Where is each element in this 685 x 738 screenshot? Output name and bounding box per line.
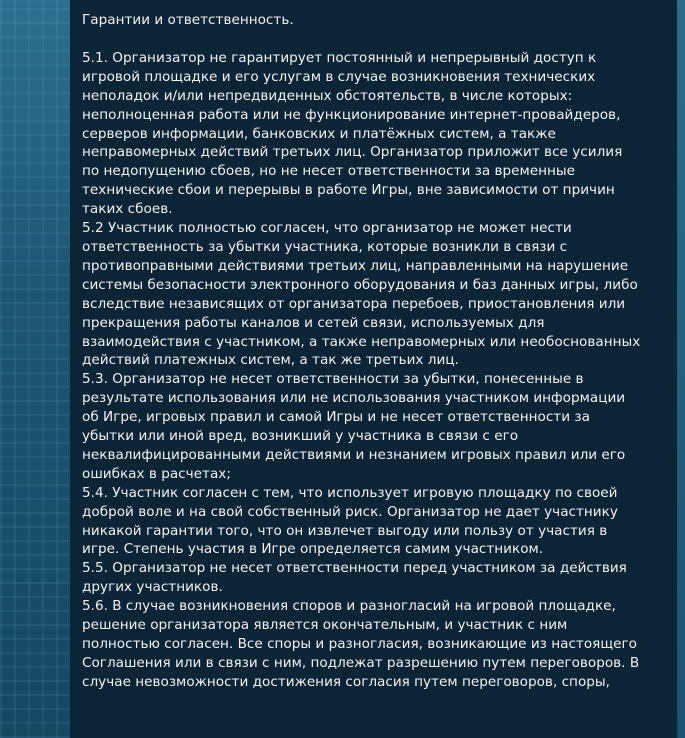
clause-5-1: 5.1. Организатор не гарантирует постоянный и непрерывный доступ к игровой площадке и его услугам в случае возникновения технических неполадок и/или непредвиденных обстоятельств, в числе которых: неполноценная работа или не функционирование интернет-провайдеров, серверов информации, банковских и платёжных систем, а также неправомерных действий третьих лиц. Организатор приложит все усилия по недопущению сбоев, но не несет ответственности за временные технические сбои и перерывы в работе Игры, вне зависимости от причин таких сбоев. <box>82 49 623 218</box>
clause-5-6: 5.6. В случае возникновения споров и разногласий на игровой площадке, решение организатора является окончательным, и участник с ним полностью согласен. Все споры и разногласия, возникающие из настоящего Соглашения или в связи с ним, подлежат разрешению путем переговоров. В случае невозможности достижения согласия путем переговоров, споры, <box>82 598 640 690</box>
clause-5-4: 5.4. Участник согласен с тем, что использует игровую площадку по своей доброй воле и на свой собственный риск. Организатор не дает участнику никакой гарантии того, что он извлечет выгоду или пользу от участия в игре. Степень участия в Игре определяется самим участником. <box>82 484 618 558</box>
section-heading: Гарантии и ответственность. <box>82 12 294 28</box>
background-pattern-left <box>0 0 70 738</box>
background-pattern-right <box>677 0 685 738</box>
clause-5-2: 5.2 Участник полностью согласен, что организатор не может нести ответственность за убытки участника, которые возникли в связи с противоправными действиями третьих лиц, направленными на нарушение системы безопасности электронного оборудования и баз данных игры, либо вследствие независящих от организатора перебоев, приостановления или прекращения работы каналов и сетей связи, используемых для взаимодействия с участником, а также неправомерных или необоснованных действий платежных систем, а так же третьих лиц. <box>82 220 641 369</box>
terms-text-panel <box>70 0 677 738</box>
clause-5-5: 5.5. Организатор не несет ответственности перед участником за действия других участников. <box>82 560 627 596</box>
clause-5-3: 5.3. Организатор не несет ответственности за убытки, понесенные в результате использования или не использования участником информации об Игре, игровых правил и самой Игры и не несет ответственности за убытки или иной вред, возникший у участника в связи с его неквалифицированными действиями и незнанием игровых правил или его ошибках в расчетах; <box>82 371 626 482</box>
